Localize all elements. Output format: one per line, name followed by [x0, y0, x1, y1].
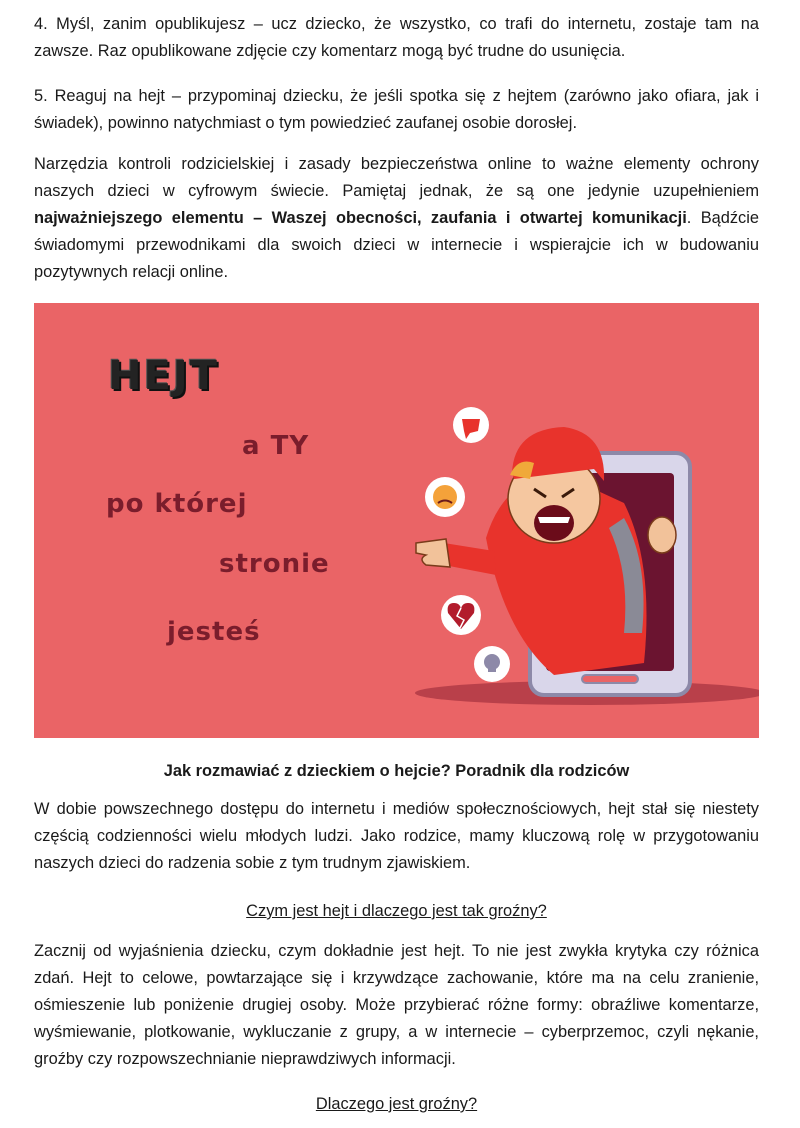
banner-line-1: a TY	[242, 431, 310, 461]
banner-title: HEJT	[108, 353, 219, 399]
phone-button	[582, 675, 638, 683]
paragraph-tools	[34, 151, 759, 286]
paragraph-item-4: 4. Myśl, zanim opublikujesz – ucz dziecko, że wszystko, co trafi do internetu, zostaje tam na zawsze. Raz opublikowane zdjęcie czy komentarz mogą być trudne do usunięcia.	[34, 15, 759, 60]
paragraph-definition: Zacznij od wyjaśnienia dziecku, czym dokładnie jest hejt. To nie jest zwykła krytyka czy różnica zdań. Hejt to celowe, powtarzające się i krzywdzące zachowanie, które ma na celu zranienie, ośmieszenie lub poniżenie drugiej osoby. Może przybierać różne formy: obraźliwe komentarze, wyśmiewanie, plotkowanie, wykluczanie z grupy, a w internecie – cyberprzemoc, czyli nękanie, groźby czy rozpowszechnianie nieprawdziwych informacji.	[34, 942, 759, 1068]
section-subheading-what-is-hate: Czym jest hejt i dlaczego jest tak groźny?	[246, 902, 547, 920]
banner-line-4: jesteś	[167, 617, 261, 647]
hejt-banner-image	[34, 303, 759, 738]
banner-line-2: po której	[106, 489, 248, 519]
paragraph-tools-bold: najważniejszego elementu – Waszej obecności, zaufania i otwartej komunikacji	[34, 209, 687, 227]
section-heading-main: Jak rozmawiać z dzieckiem o hejcie? Poradnik dla rodziców	[163, 762, 630, 780]
paragraph-intro: W dobie powszechnego dostępu do internetu i mediów społecznościowych, hejt stał się niestety częścią codzienności wielu młodych ludzi. Jako rodzice, mamy kluczową rolę w przygotowaniu naszych dzieci do radzenia sobie z tym trudnym zjawiskiem.	[34, 800, 759, 872]
section-subheading-why-dangerous: Dlaczego jest groźny?	[315, 1095, 478, 1113]
paragraph-tools-start: Narzędzia kontroli rodzicielskiej i zasady bezpieczeństwa online to ważne elementy ochrony naszych dzieci w cyfrowym świecie. Pamiętaj jednak, że są one jedynie uzupełnieniem	[34, 155, 759, 200]
grip-hand	[648, 517, 676, 553]
paragraph-item-5: 5. Reaguj na hejt – przypominaj dziecku, że jeśli spotka się z hejtem (zarówno jako ofiara, jak i świadek), powinno natychmiast o tym powiedzieć zaufanej osobie dorosłej.	[34, 87, 759, 132]
banner-line-3: stronie	[219, 549, 330, 579]
paragraph-tools-end: . Bądźcie świadomymi przewodnikami dla swoich dzieci w internecie i wspierajcie ich w budowaniu pozytywnych relacji online.	[34, 209, 760, 281]
pointing-hand	[416, 539, 450, 567]
